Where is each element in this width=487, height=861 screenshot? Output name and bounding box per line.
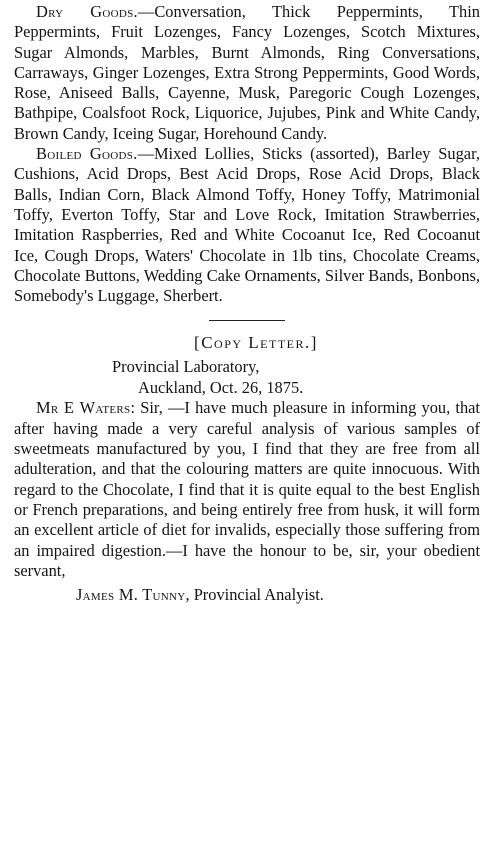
boiled-goods-paragraph [14,144,480,306]
dry-goods-paragraph [14,2,480,144]
dry-goods-heading: Dry Goods. [36,2,138,21]
letter-body [14,398,480,581]
boiled-goods-heading: Boiled Goods. [36,144,138,164]
letter-body-text: : Sir, —I have much pleasure in informing you, that after having made a very careful analysis of various samples of sweetmeats manufactured by you, I find that they are free from all adulteration, and that the colouring matters are quite innocuous. With regard to the Chocolate, I find that it is quite equal to the best English or French preparations, and being entirely free from husk, it will form an excellent article of diet for invalids, especially those suffering from an impaired digestion.—I have the honour to be, sir, your obedient servant, [14,398,480,580]
boiled-goods-list: —Mixed Lollies, Sticks (assorted), Barley Sugar, Cushions, Acid Drops, Best Acid Drops, Rose Acid Drops, Black Balls, Indian Corn, Black Almond Toffy, Honey Toffy, Matrimonial Toffy, Everton Toffy, Star and Love Rock, Imitation Strawberries, Imitation Raspberries, Red and White Cocoanut Ice, Red Cocoanut Ice, Cough Drops, Waters' Chocolate in 1lb tins, Chocolate Creams, Chocolate Buttons, Wedding Cake Ornaments, Silver Bands, Bonbons, Somebody's Luggage, Sherbert. [14,144,480,306]
section-divider [209,320,285,321]
signature-name: James M. Tunny [76,585,186,605]
letter-address-line1: Provincial Laboratory, [112,357,260,377]
signature-title: , Provincial Analyist. [185,585,324,605]
letter-date-line: Auckland, Oct. 26, 1875. [138,378,304,398]
dry-goods-list: —Conversation, Thick Peppermints, Thin Peppermints, Fruit Lozenges, Fancy Lozenges, Scotch Mixtures, Sugar Almonds, Marbles, Burnt Almonds, Ring Conversations, Carraways, Ginger Lozenges, Extra Strong Peppermints, Good Words, Rose, Aniseed Balls, Cayenne, Musk, Paregoric Cough Lozenges, Bathpipe, Coalsfoot Rock, Liquorice, Jujubes, Pink and White Candy, Brown Candy, Iceing Sugar, Horehound Candy. [14,2,480,143]
letter-salutation: Mr E Waters [36,398,131,418]
newspaper-column [14,2,480,859]
copy-letter [14,332,480,605]
letter-signature [14,584,480,605]
letter-heading: [Copy Letter.] [194,333,318,353]
